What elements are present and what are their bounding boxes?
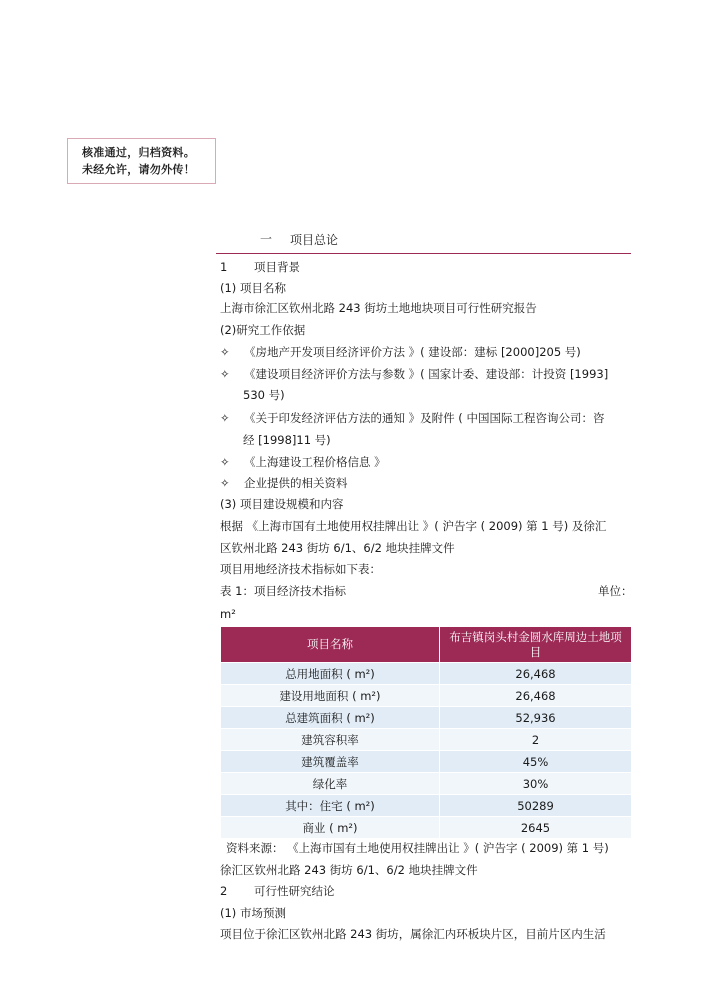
market-paragraph-line-1: 项目位于徐汇区钦州北路 243 街坊，属徐汇内环板块片区，目前片区内生活: [220, 927, 606, 941]
table-cell: 总建筑面积 ( m²): [221, 707, 440, 729]
table-header-cell: 项目名称: [221, 627, 440, 663]
table-row: [221, 795, 632, 817]
chapter-heading: [216, 230, 631, 254]
project-name: 上海市徐汇区钦州北路 243 街坊土地地块项目可行性研究报告: [220, 301, 537, 315]
unit-label: 单位：: [598, 584, 633, 598]
table-cell: 45%: [440, 751, 632, 773]
table-row: [221, 751, 632, 773]
indicator-intro: 项目用地经济技术指标如下表：: [220, 562, 381, 576]
indicator-table: [220, 626, 632, 839]
basis-continuation: 530 号): [243, 388, 285, 402]
section-1-number: 1: [220, 260, 228, 274]
scale-paragraph-line-1: 根据 《上海市国有土地使用权挂牌出让 》( 沪告字 ( 2009) 第 1 号) 及徐汇: [220, 519, 607, 533]
source-line-2: 徐汇区钦州北路 243 街坊 6/1、6/2 地块挂牌文件: [220, 863, 478, 877]
section-2-number: 2: [220, 884, 228, 898]
basis-item: [220, 366, 608, 382]
scale-label: (3) 项目建设规模和内容: [220, 497, 344, 511]
table-cell: 50289: [440, 795, 632, 817]
basis-item: [220, 454, 386, 470]
table-cell: 商业 ( m²): [221, 817, 440, 839]
section-2-title: 可行性研究结论: [254, 884, 335, 898]
chapter-title: 项目总论: [290, 233, 339, 247]
table-cell: 30%: [440, 773, 632, 795]
diamond-bullet-icon: ✧: [220, 345, 230, 359]
basis-text: 《房地产开发项目经济评价方法 》( 建设部：建标 [2000]205 号): [244, 345, 581, 359]
table-cell: 其中：住宅 ( m²): [221, 795, 440, 817]
table-header-row: [221, 627, 632, 663]
basis-item: [220, 475, 348, 491]
stamp-line-1: 核准通过，归档资料。: [82, 146, 195, 159]
table-cell: 总用地面积 ( m²): [221, 663, 440, 685]
watermark-stamp: [67, 138, 216, 184]
table-row: [221, 685, 632, 707]
basis-item: [220, 344, 581, 360]
basis-continuation: 经 [1998]11 号): [243, 433, 331, 447]
table-row: [221, 663, 632, 685]
diamond-bullet-icon: ✧: [220, 367, 230, 381]
table-cell: 绿化率: [221, 773, 440, 795]
table-cell: 2: [440, 729, 632, 751]
basis-text: 企业提供的相关资料: [244, 476, 348, 490]
section-2-heading: [220, 883, 335, 899]
table-cell: 26,468: [440, 685, 632, 707]
unit-value: m²: [220, 607, 236, 621]
table-cell: 2645: [440, 817, 632, 839]
table-header-cell: 布吉镇岗头村金圆水库周边土地项目: [440, 627, 632, 663]
project-name-label: (1) 项目名称: [220, 281, 286, 295]
table-row: [221, 707, 632, 729]
basis-text: 《上海建设工程价格信息 》: [244, 455, 386, 469]
scale-paragraph-line-2: 区钦州北路 243 街坊 6/1、6/2 地块挂牌文件: [220, 541, 455, 555]
section-1-title: 项目背景: [254, 260, 300, 274]
section-1-heading: [220, 259, 300, 275]
basis-text: 《建设项目经济评价方法与参数 》( 国家计委、建设部：计投资 [1993]: [244, 367, 609, 381]
stamp-line-2: 未经允许，请勿外传！: [82, 163, 195, 176]
table-cell: 建设用地面积 ( m²): [221, 685, 440, 707]
basis-text: 《关于印发经济评估方法的通知 》及附件 ( 中国国际工程咨询公司：咨: [244, 411, 605, 425]
basis-item: [220, 410, 604, 426]
chapter-number: 一: [260, 232, 273, 246]
table-caption: 表 1：项目经济技术指标: [220, 584, 346, 598]
table-cell: 26,468: [440, 663, 632, 685]
table-cell: 建筑覆盖率: [221, 751, 440, 773]
table-row: [221, 773, 632, 795]
table-row: [221, 817, 632, 839]
basis-label: (2)研究工作依据: [220, 323, 306, 337]
diamond-bullet-icon: ✧: [220, 476, 230, 490]
table-cell: 建筑容积率: [221, 729, 440, 751]
diamond-bullet-icon: ✧: [220, 455, 230, 469]
market-label: (1) 市场预测: [220, 906, 286, 920]
diamond-bullet-icon: ✧: [220, 411, 230, 425]
source-line-1: 资料来源： 《上海市国有土地使用权挂牌出让 》( 沪告字 ( 2009) 第 1 号): [226, 841, 609, 855]
table-cell: 52,936: [440, 707, 632, 729]
table-row: [221, 729, 632, 751]
